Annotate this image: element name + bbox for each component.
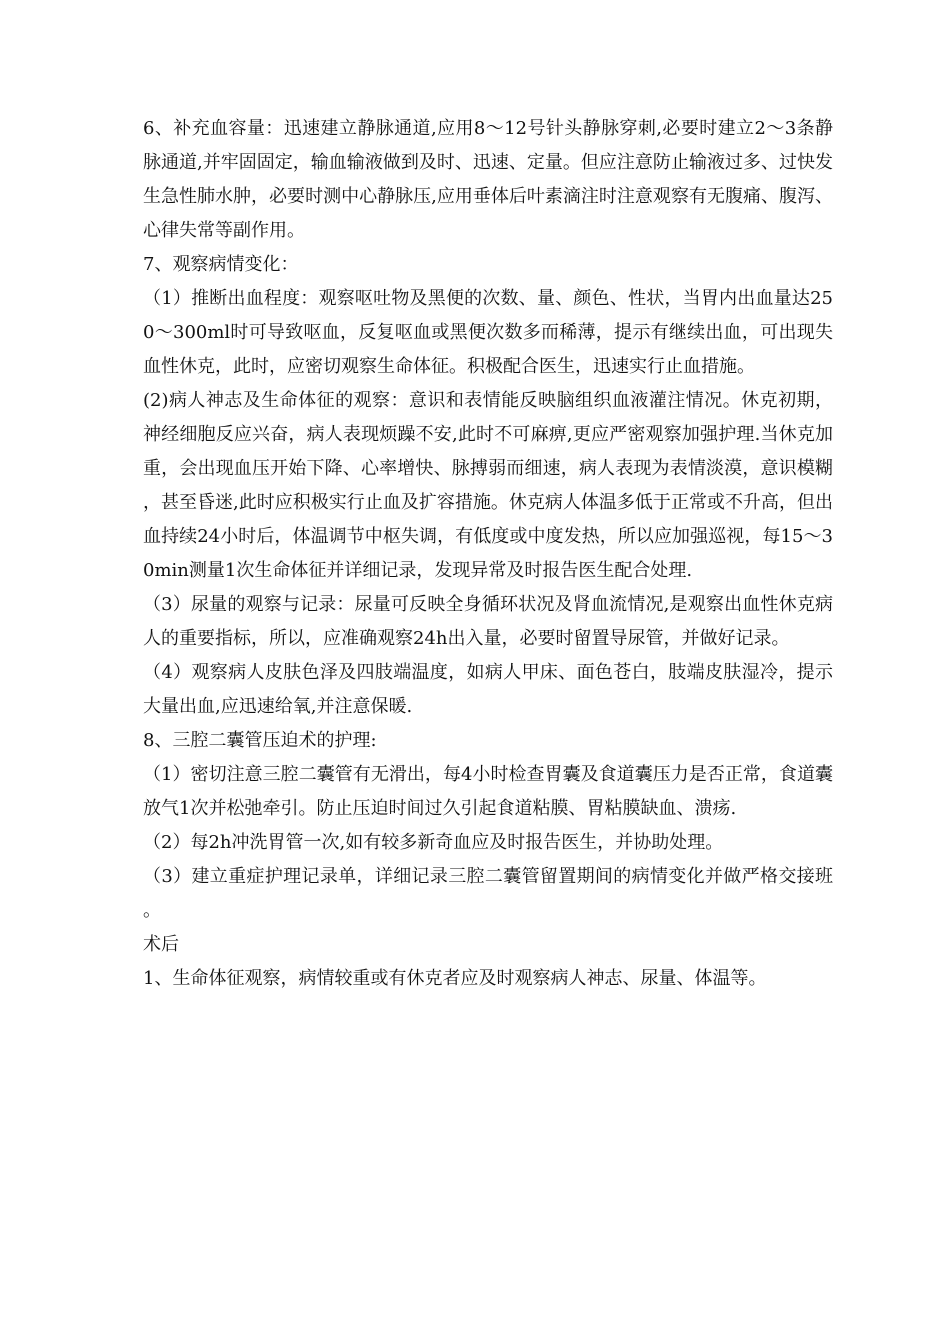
- paragraph-consciousness-vitals: (2)病人神志及生命体征的观察：意识和表情能反映脑组织血液灌注情况。休克初期，神经细胞反应兴奋，病人表现烦躁不安,此时不可麻痹,更应严密观察加强护理.当休克加重，会出现血压开始下降、心率增快、脉搏弱而细速，病人表现为表情淡漠，意识模糊，甚至昏迷,此时应积极实行止血及扩容措施。休克病人体温多低于正常或不升高，但出血持续24小时后，体温调节中枢失调，有低度或中度发热，所以应加强巡视，每15～30min测量1次生命体征并详细记录，发现异常及时报告医生配合处理.: [143, 390, 833, 581]
- paragraph-care-record: （3）建立重症护理记录单，详细记录三腔二囊管留置期间的病情变化并做严格交接班。: [143, 866, 833, 921]
- paragraph-urine-output: （3）尿量的观察与记录：尿量可反映全身循环状况及肾血流情况,是观察出血性休克病人的重要指标，所以，应准确观察24h出入量，必要时留置导尿管，并做好记录。: [143, 594, 833, 649]
- paragraph-blood-volume: 6、补充血容量：迅速建立静脉通道,应用8～12号针头静脉穿刺,必要时建立2～3条静脉通道,并牢固固定，输血输液做到及时、迅速、定量。但应注意防止输液过多、过快发生急性肺水肿，必要时测中心静脉压,应用垂体后叶素滴注时注意观察有无腹痛、腹泻、心律失常等副作用。: [143, 118, 833, 241]
- paragraph-gastric-flush: （2）每2h冲洗胃管一次,如有较多新奇血应及时报告医生，并协助处理。: [143, 832, 724, 853]
- heading-observe-condition: 7、观察病情变化：: [143, 254, 299, 275]
- heading-postoperative: 术后: [143, 934, 179, 955]
- paragraph-bleeding-degree: （1）推断出血程度：观察呕吐物及黑便的次数、量、颜色、性状，当胃内出血量达250～300ml时可导致呕血，反复呕血或黑便次数多而稀薄，提示有继续出血，可出现失血性休克，此时，应密切观察生命体征。积极配合医生，迅速实行止血措施。: [143, 288, 833, 377]
- heading-tube-care: 8、三腔二囊管压迫术的护理:: [143, 730, 377, 751]
- paragraph-skin-temperature: （4）观察病人皮肤色泽及四肢端温度，如病人甲床、面色苍白，肢端皮肤湿冷，提示大量出血,应迅速给氧,并注意保暖.: [143, 662, 833, 717]
- document-body: [143, 112, 833, 996]
- paragraph-tube-check: （1）密切注意三腔二囊管有无滑出，每4小时检查胃囊及食道囊压力是否正常，食道囊放气1次并松弛牵引。防止压迫时间过久引起食道粘膜、胃粘膜缺血、溃疡.: [143, 764, 833, 819]
- paragraph-vital-signs: 1、生命体征观察，病情较重或有休克者应及时观察病人神志、尿量、体温等。: [143, 968, 767, 989]
